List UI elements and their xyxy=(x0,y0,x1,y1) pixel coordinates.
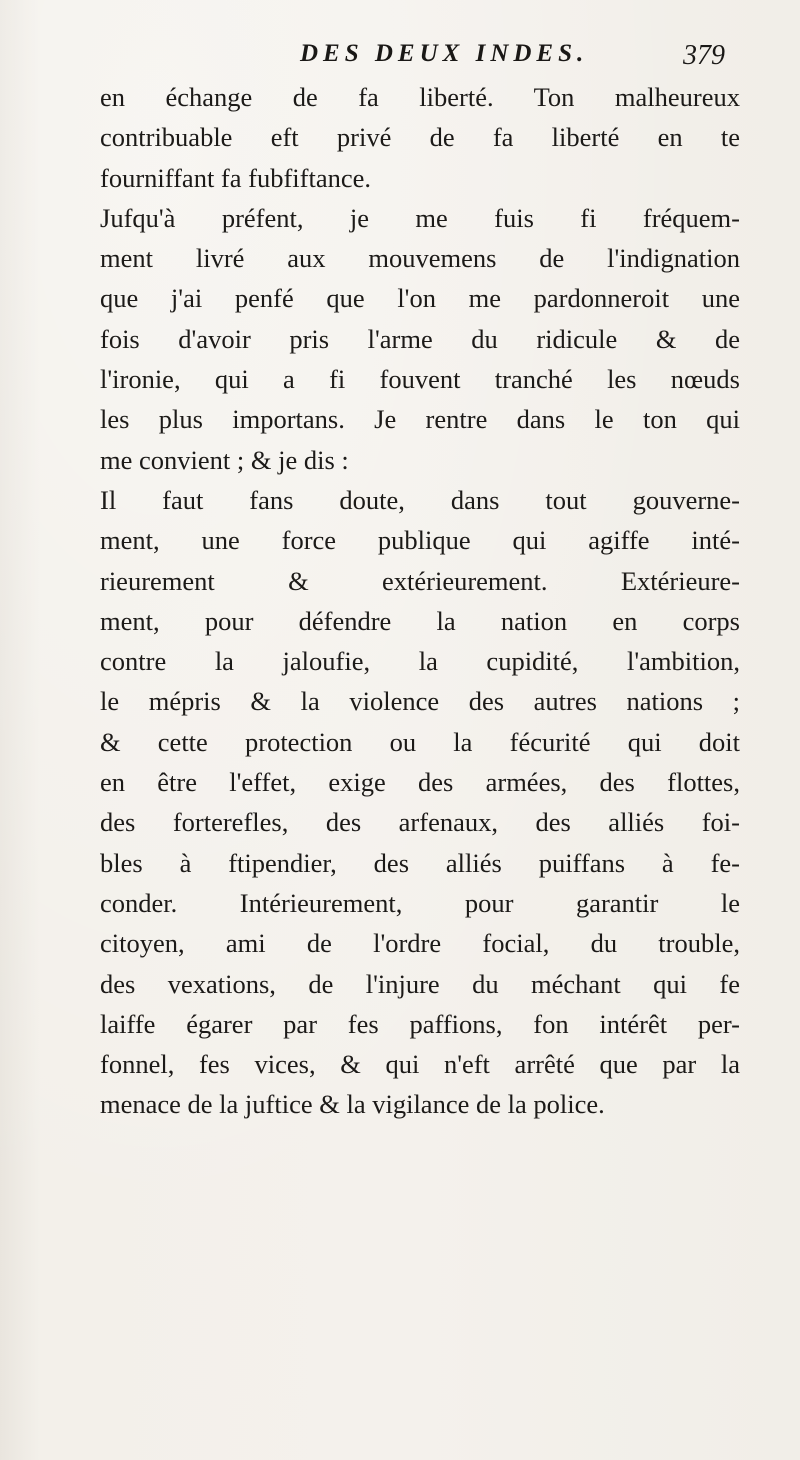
text-line: & cette protection ou la fécurité qui doit xyxy=(100,726,740,757)
text-line: laiffe égarer par fes paffions, fon intérêt per- xyxy=(100,1008,740,1039)
text-line: ment, pour défendre la nation en corps xyxy=(100,605,740,636)
text-line: l'ironie, qui a fi fouvent tranché les nœuds xyxy=(100,364,740,395)
text-line: que j'ai penfé que l'on me pardonneroit une xyxy=(100,283,740,314)
running-head-title: DES DEUX INDES. xyxy=(300,40,589,67)
text-line: me convient ; & je dis : xyxy=(100,444,349,475)
text-line: en être l'effet, exige des armées, des flottes, xyxy=(100,767,740,798)
text-line: Jufqu'à préfent, je me fuis fi fréquem- xyxy=(100,202,740,233)
text-line: ment, une force publique qui agiffe inté- xyxy=(100,525,740,556)
text-line: les plus importans. Je rentre dans le ton qui xyxy=(100,404,740,435)
text-line: en échange de fa liberté. Ton malheureux xyxy=(100,82,740,112)
page-number: 379 xyxy=(683,40,725,71)
text-line: contribuable eft privé de fa liberté en te xyxy=(100,122,740,153)
text-line: ment livré aux mouvemens de l'indignation xyxy=(100,243,740,274)
text-line: conder. Intérieurement, pour garantir le xyxy=(100,887,740,918)
text-line: des vexations, de l'injure du méchant qui fe xyxy=(100,968,740,999)
text-line: le mépris & la violence des autres nations ; xyxy=(100,686,740,717)
text-line: contre la jaloufie, la cupidité, l'ambition, xyxy=(100,646,740,677)
text-line: fois d'avoir pris l'arme du ridicule & de xyxy=(100,323,740,354)
text-line: bles à ftipendier, des alliés puiffans à fe- xyxy=(100,847,740,878)
text-line: des forterefles, des arfenaux, des alliés foi- xyxy=(100,807,740,838)
text-line: menace de la juftice & la vigilance de la police. xyxy=(100,1089,605,1120)
text-line: fonnel, fes vices, & qui n'eft arrêté que par la xyxy=(100,1049,740,1080)
body-text xyxy=(100,77,740,1125)
running-head xyxy=(0,0,800,80)
text-line: citoyen, ami de l'ordre focial, du trouble, xyxy=(100,928,740,959)
text-line: rieurement & extérieurement. Extérieure- xyxy=(100,565,740,596)
text-line: fourniffant fa fubfiftance. xyxy=(100,162,372,193)
text-line: Il faut fans doute, dans tout gouverne- xyxy=(100,484,740,515)
